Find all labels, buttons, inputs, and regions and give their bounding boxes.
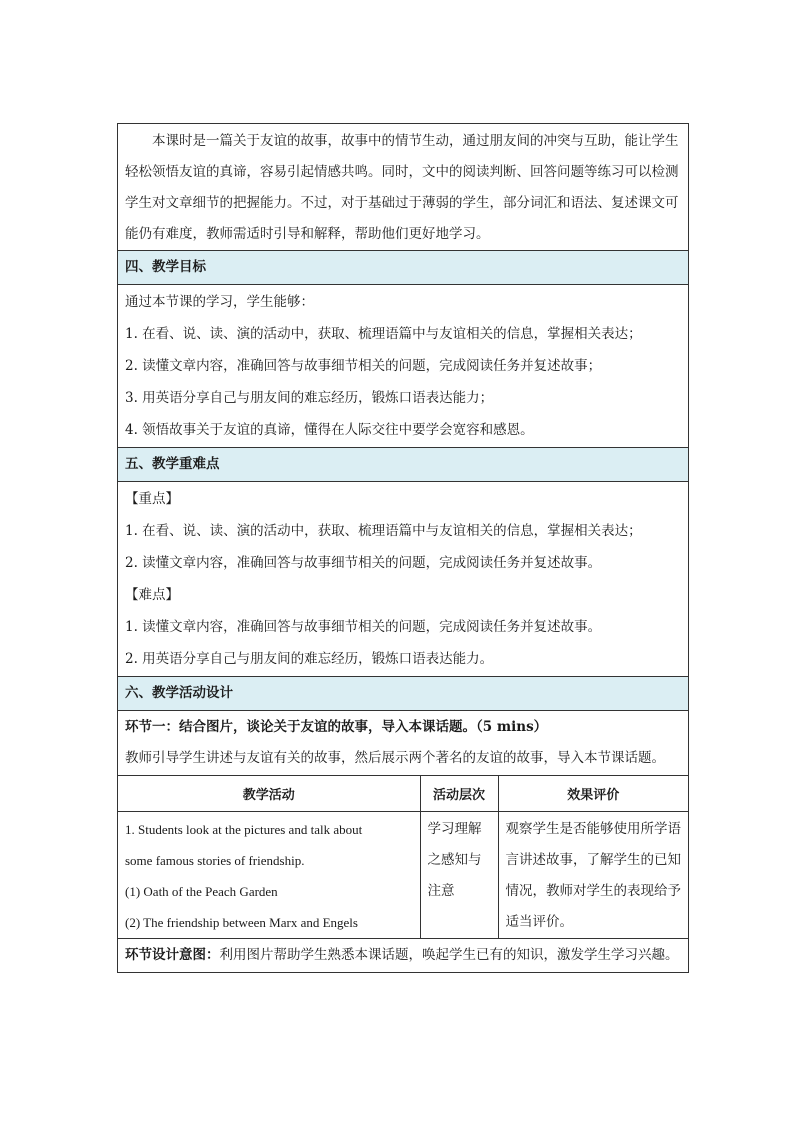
design-intent-text <box>125 940 681 971</box>
header-activity: 教学活动 <box>118 776 420 812</box>
activity-line: (1) Oath of the Peach Garden <box>125 884 278 899</box>
difficult-point-item: 2. 用英语分享自己与朋友间的难忘经历，锻炼口语表达能力。 <box>125 651 494 667</box>
activity-evaluation-text: 观察学生是否能够使用所学语言讲述故事，了解学生的已知情况，教师对学生的表现给予适当评价。 <box>505 821 681 930</box>
objective-item: 3. 用英语分享自己与朋友间的难忘经历，锻炼口语表达能力； <box>125 390 494 406</box>
design-intent-body: 利用图片帮助学生熟悉本课话题，唤起学生已有的知识，激发学生学习兴趣。 <box>219 947 679 963</box>
step-1-description: 教师引导学生讲述与友谊有关的故事，然后展示两个著名的友谊的故事，导入本节课话题。 <box>125 750 665 766</box>
activity-line: some famous stories of friendship. <box>125 853 305 868</box>
intro-paragraph: 本课时是一篇关于友谊的故事，故事中的情节生动，通过朋友间的冲突与互助，能让学生轻松领悟友谊的真谛，容易引起情感共鸣。同时，文中的阅读判断、回答问题等练习可以检测学生对文章细节的把握能力。不过，对于基础过于薄弱的学生，部分词汇和语法、复述课文可能仍有难度，教师需适时引导和解释，帮助他们更好地学习。 <box>125 133 679 242</box>
activity-table <box>118 776 688 938</box>
objective-item: 4. 领悟故事关于友谊的真谛，懂得在人际交往中要学会宽容和感恩。 <box>125 422 534 438</box>
header-level: 活动层次 <box>420 776 498 812</box>
lesson-plan-document <box>117 123 689 973</box>
design-intent-label: 环节设计意图： <box>125 947 220 963</box>
objectives-lead: 通过本节课的学习，学生能够： <box>125 294 314 310</box>
activity-evaluation <box>498 812 688 939</box>
activity-table-cell <box>118 776 689 939</box>
difficult-points-label: 【难点】 <box>125 587 179 603</box>
difficult-point-item: 1. 读懂文章内容，准确回答与故事细节相关的问题，完成阅读任务并复述故事。 <box>125 619 602 635</box>
objective-item: 2. 读懂文章内容，准确回答与故事细节相关的问题，完成阅读任务并复述故事； <box>125 358 602 374</box>
section-6-header: 六、教学活动设计 <box>118 677 689 711</box>
activity-level-text: 学习理解之感知与注意 <box>427 821 482 899</box>
key-point-item: 1. 在看、说、读、演的活动中，获取、梳理语篇中与友谊相关的信息，掌握相关表达； <box>125 523 642 539</box>
key-points-label: 【重点】 <box>125 491 179 507</box>
section-5-header: 五、教学重难点 <box>118 448 689 482</box>
intro-cell <box>118 124 689 251</box>
header-evaluation: 效果评价 <box>498 776 688 812</box>
key-point-item: 2. 读懂文章内容，准确回答与故事细节相关的问题，完成阅读任务并复述故事。 <box>125 555 602 571</box>
section-4-content <box>118 285 689 448</box>
section-4-header: 四、教学目标 <box>118 251 689 285</box>
activity-content <box>118 812 420 939</box>
objective-item: 1. 在看、说、读、演的活动中，获取、梳理语篇中与友谊相关的信息，掌握相关表达； <box>125 326 642 342</box>
activity-line: 1. Students look at the pictures and talk about <box>125 822 363 837</box>
activity-level <box>420 812 498 939</box>
step-1-title: 环节一：结合图片，谈论关于友谊的故事，导入本课话题。（5 mins） <box>125 719 548 735</box>
step-1-cell <box>118 711 689 776</box>
design-intent-cell <box>118 939 689 973</box>
activity-line: (2) The friendship between Marx and Engels <box>125 915 358 930</box>
lesson-plan-table <box>117 123 689 973</box>
section-5-content <box>118 482 689 677</box>
